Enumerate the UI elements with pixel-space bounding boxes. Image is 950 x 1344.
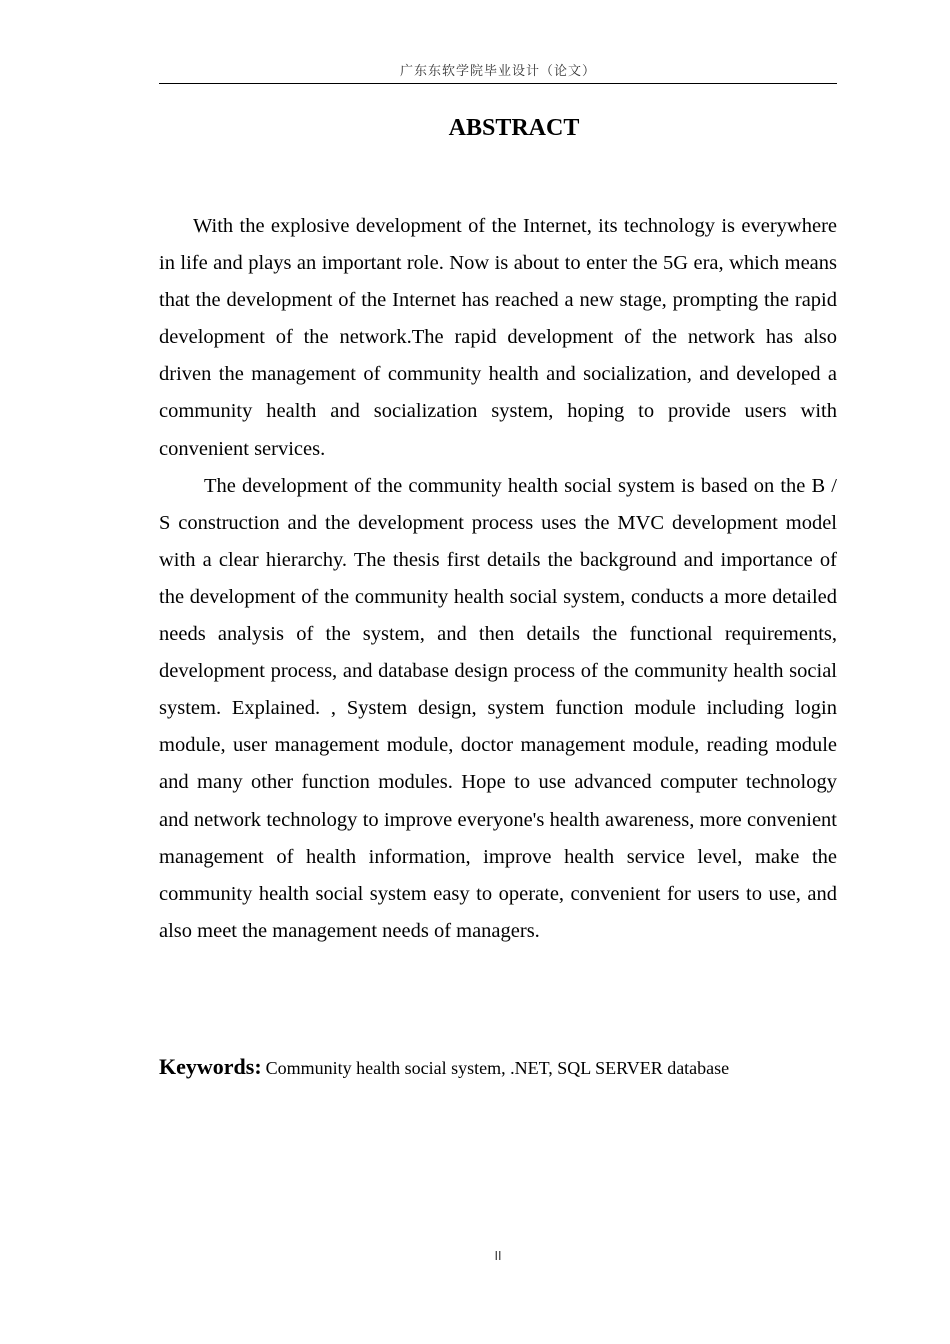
keywords-text: Community health social system, .NET, SQL SERVER database xyxy=(265,1058,730,1078)
abstract-body xyxy=(159,208,837,950)
abstract-title: ABSTRACT xyxy=(448,115,580,141)
header-divider xyxy=(159,83,837,84)
running-header: 广东东软学院毕业设计（论文） xyxy=(399,64,596,79)
keywords-line xyxy=(159,1052,837,1085)
abstract-paragraph-2: The development of the community health social system is based on the B / S construction and the development process uses the MVC development model with a clear hierarchy. The thesis first details the background and importance of the development of the community health social system, conducts a more detailed needs analysis of the system, and then details the functional requirements, development process, and database design process of the community health social system. Explained. , System design, system function module including login module, user management module, doctor management module, reading module and many other function modules. Hope to use advanced computer technology and network technology to improve everyone's health awareness, more convenient management of health information, improve health service level, make the community health social system easy to operate, convenient for users to use, and also meet the management needs of managers. xyxy=(159,474,837,942)
page-number: II xyxy=(494,1249,502,1263)
keywords-label: Keywords: xyxy=(159,1054,262,1079)
abstract-paragraph-1: With the explosive development of the Internet, its technology is everywhere in life and plays an important role. Now is about to enter the 5G era, which means that the development of the Internet has reached a new stage, prompting the rapid development of the network.The rapid development of the network has also driven the management of community health and socialization, and developed a community health and socialization system, hoping to provide users with convenient services. xyxy=(159,215,837,460)
